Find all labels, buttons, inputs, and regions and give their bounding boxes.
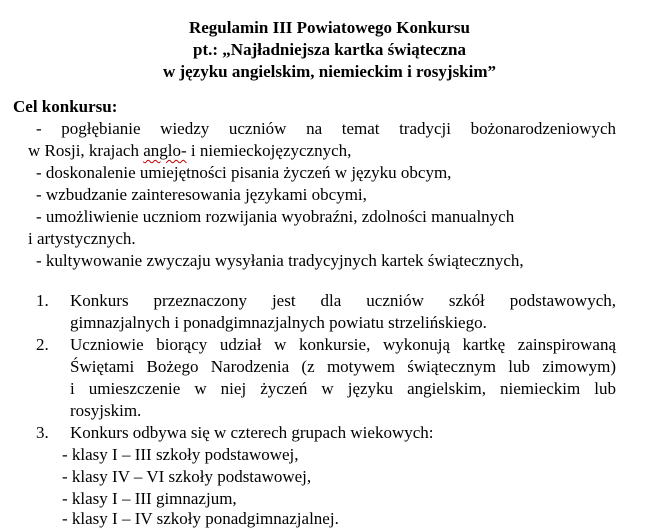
age-group-3: - klasy I – III gimnazjum, [62,489,237,508]
goal-item-4-line-2: i artystycznych. [28,229,136,248]
age-group-1: - klasy I – III szkoły podstawowej, [62,445,299,464]
rule-3-number: 3. [36,423,49,442]
goal-item-1-line-1: - pogłębianie wiedzy uczniów na temat tradycji bożonarodzeniowych [36,119,616,138]
rule-2-line-4: rosyjskim. [70,401,142,420]
document-title-line-3: w języku angielskim, niemieckim i rosyjskim” [162,62,497,81]
spellcheck-marked-word: anglo- [143,141,187,160]
rule-1-line-2: gimnazjalnych i ponadgimnazjalnych powiatu strzelińskiego. [70,313,487,332]
rule-1-line-1: Konkurs przeznaczony jest dla uczniów szkół podstawowych, [70,291,616,310]
age-group-4: - klasy I – IV szkoły ponadgimnazjalnej. [62,509,339,528]
goal-heading: Cel konkursu: [13,97,118,116]
goal-item-1-line-2-pre: w Rosji, krajach [28,141,144,160]
goal-item-2: - doskonalenie umiejętności pisania życzeń w języku obcym, [36,163,452,182]
goal-item-5: - kultywowanie zwyczaju wysyłania tradycyjnych kartek świątecznych, [36,251,524,270]
goal-item-1-line-2 [28,140,351,162]
goal-item-4-line-1: - umożliwienie uczniom rozwijania wyobraźni, zdolności manualnych [36,207,515,226]
document-title-line-2: pt.: „Najładniejsza kartka świąteczna [193,40,466,59]
rule-3-line-1: Konkurs odbywa się w czterech grupach wiekowych: [70,423,434,442]
document-title-line-1: Regulamin III Powiatowego Konkursu [188,18,470,37]
rule-2-number: 2. [36,335,49,354]
rule-2-line-1: Uczniowie biorący udział w konkursie, wykonują kartkę zainspirowaną [70,335,616,354]
goal-item-3: - wzbudzanie zainteresowania językami obcymi, [36,185,367,204]
rule-2-line-3: i umieszczenie w niej życzeń w języku angielskim, niemieckim lub [70,379,616,398]
rule-2-line-2: Świętami Bożego Narodzenia (z motywem świątecznym lub zimowym) [70,357,616,376]
age-group-2: - klasy IV – VI szkoły podstawowej, [62,467,312,486]
goal-item-1-line-2-post: i niemieckojęzycznych, [186,141,352,160]
rule-1-number: 1. [36,291,49,310]
